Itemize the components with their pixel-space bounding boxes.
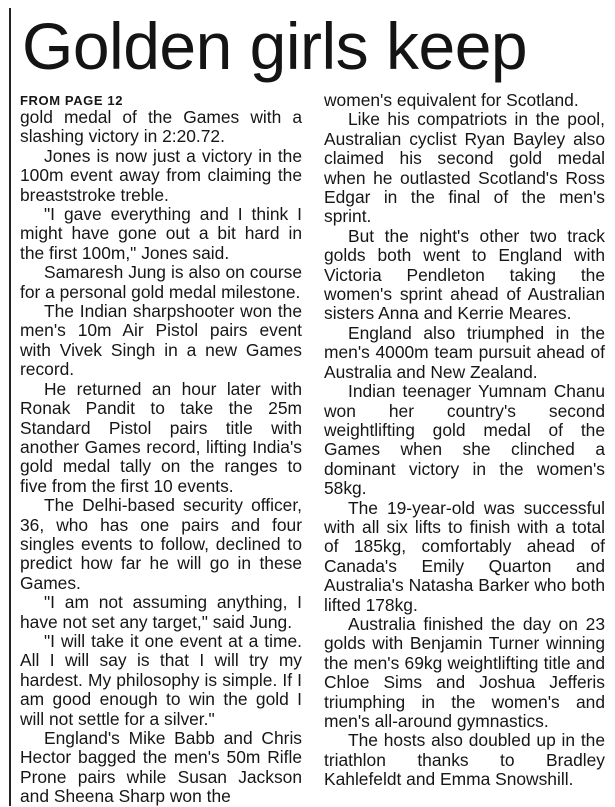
paragraph: gold medal of the Games with a slashing victory in 2:20.72. — [20, 107, 302, 147]
paragraph: Jones is now just a victory in the 100m event away from claiming the breaststroke treble. — [20, 145, 302, 205]
paragraph: Australia finished the day on 23 golds with Benjamin Turner winning the men's 69kg weightlifting title and Chloe Sims and Joshua Jefferis triumphing in the women's and men's all-around gymnastics. — [324, 613, 605, 731]
paragraph: But the night's other two track golds both went to England with Victoria Pendleton taking the women's sprint ahead of Australian sisters Anna and Kerrie Meares. — [324, 225, 605, 324]
column-rule — [9, 8, 11, 806]
paragraph: England's Mike Babb and Chris Hector bagged the men's 50m Rifle Prone pairs while Susan Jackson and Sheena Sharp won the — [20, 728, 302, 807]
paragraph: women's equivalent for Scotland. — [324, 90, 579, 110]
continuation-kicker: FROM PAGE 12 — [20, 93, 124, 108]
paragraph: The Delhi-based security officer, 36, who has one pairs and four singles events to follow, declined to predict how far he will go in these Games. — [20, 495, 302, 593]
paragraph: "I gave everything and I think I might have gone out a bit hard in the first 100m," Jones said. — [20, 204, 302, 263]
paragraph: Indian teenager Yumnam Chanu won her country's second weightlifting gold medal of the Games when she clinched a dominant victory in the women's 58kg. — [324, 381, 605, 499]
paragraph: Samaresh Jung is also on course for a personal gold medal milestone. — [20, 262, 302, 302]
article-column-right — [324, 91, 605, 790]
paragraph: "I will take it one event at a time. All I will say is that I will try my hardest. My philosophy is simple. If I am good enough to win the gold I will not settle for a silver." — [20, 630, 302, 729]
paragraph: "I am not assuming anything, I have not set any target," said Jung. — [20, 592, 302, 632]
paragraph: England also triumphed in the men's 4000m team pursuit ahead of Australia and New Zealand. — [324, 322, 605, 382]
paragraph: Like his compatriots in the pool, Australian cyclist Ryan Bayley also claimed his second gold medal when he outlasted Scotland's Ross Edgar in the final of the men's sprint. — [324, 109, 605, 227]
paragraph: The 19-year-old was successful with all six lifts to finish with a total of 185kg, comfortably ahead of Canada's Emily Quarton and Australia's Natasha Barker who both lifted 178kg. — [324, 497, 605, 615]
paragraph: The hosts also doubled up in the triathlon thanks to Bradley Kahlefeldt and Emma Snowshill. — [324, 730, 605, 790]
paragraph: He returned an hour later with Ronak Pandit to take the 25m Standard Pistol pairs title with another Games record, lifting India's gold medal tally on the ranges to five from the first 10 events. — [20, 378, 302, 496]
article-column-left — [20, 91, 302, 807]
paragraph: The Indian sharpshooter won the men's 10m Air Pistol pairs event with Vivek Singh in a new Games record. — [20, 301, 302, 380]
headline: Golden girls keep — [22, 9, 528, 83]
